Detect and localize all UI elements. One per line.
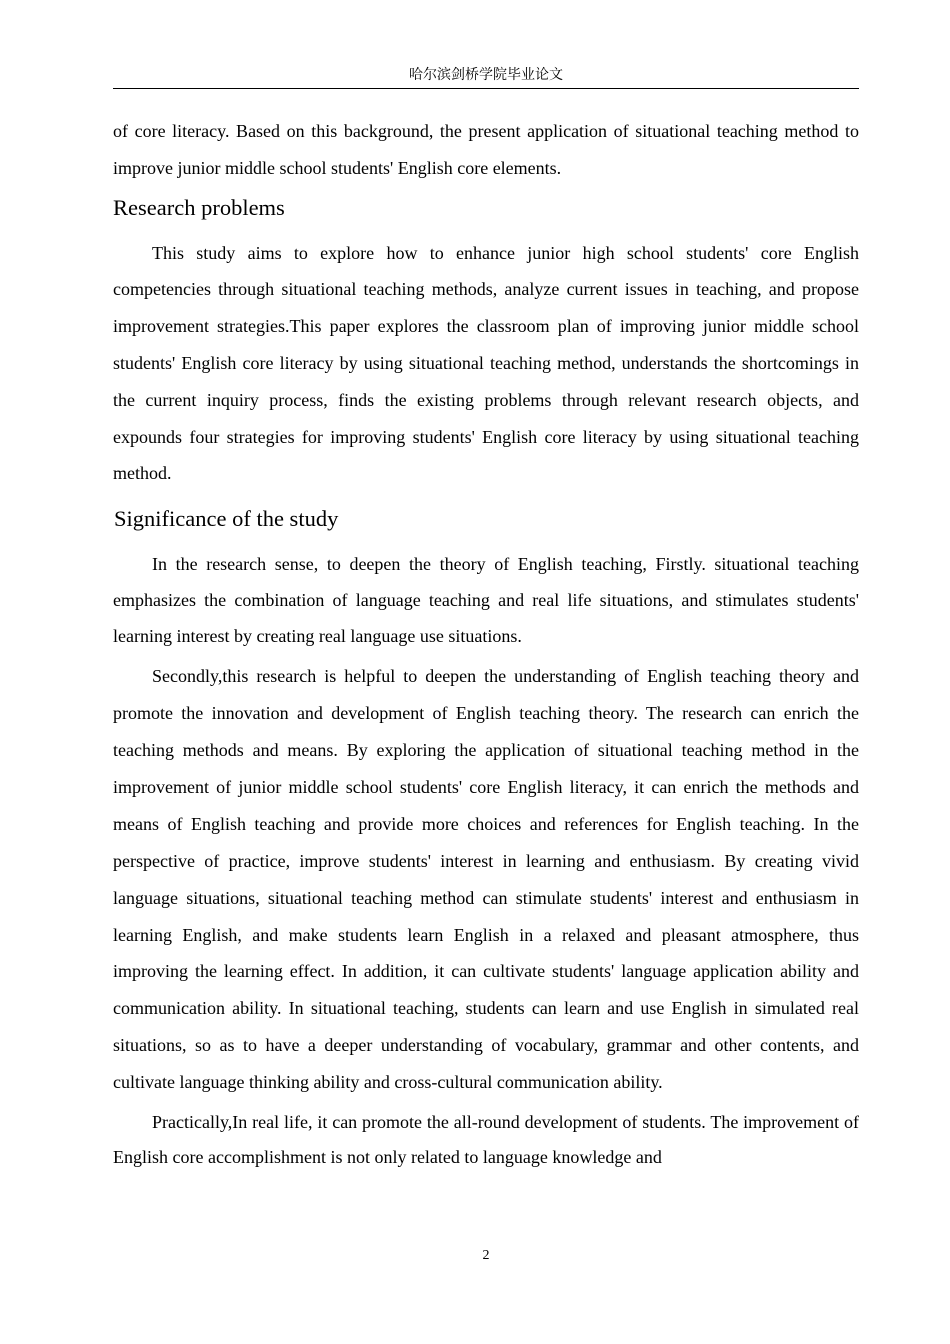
page-body [113, 113, 859, 1175]
page-number: 2 [482, 1248, 490, 1263]
running-header: 哈尔滨剑桥学院毕业论文 [409, 68, 563, 83]
significance-heading: Significance of the study [114, 506, 339, 532]
research-problems-paragraph: This study aims to explore how to enhance junior high school students' core English competencies through situational teaching methods, analyze current issues in teaching, and propose improvement strategies.This paper explores the classroom plan of improving junior middle school students' English core literacy by using situational teaching method, understands the shortcomings in the current inquiry process, finds the existing problems through relevant research objects, and expounds four strategies for improving students' English core literacy by using situational teaching method. [113, 242, 859, 484]
significance-paragraph-3: Practically,In real life, it can promote the all-round development of students. The improvement of English core accomplishment is not only related to language knowledge and [113, 1112, 859, 1168]
research-problems-heading: Research problems [113, 194, 285, 220]
significance-paragraph-1: In the research sense, to deepen the theory of English teaching, Firstly. situational teaching emphasizes the combination of language teaching and real life situations, and stimulates students' learning interest by creating real language use situations. [113, 554, 859, 647]
header-rule [113, 88, 859, 89]
intro-continuation-paragraph: of core literacy. Based on this background, the present application of situational teaching method to improve junior middle school students' English core elements. [113, 121, 859, 178]
significance-paragraph-2: Secondly,this research is helpful to deepen the understanding of English teaching theory and promote the innovation and development of English teaching theory. The research can enrich the teaching methods and means. By exploring the application of situational teaching method in the improvement of junior middle school students' core English literacy, it can enrich the methods and means of English teaching and provide more choices and references for English teaching. In the perspective of practice, improve students' interest in learning and enthusiasm. By creating vivid language situations, situational teaching method can stimulate students' interest and enthusiasm in learning English, and make students learn English in a relaxed and pleasant atmosphere, thus improving the learning effect. In addition, it can cultivate students' language application ability and communication ability. In situational teaching, students can learn and use English in simulated real situations, so as to have a deeper understanding of vocabulary, grammar and other contents, and cultivate language thinking ability and cross-cultural communication ability. [113, 666, 859, 1093]
